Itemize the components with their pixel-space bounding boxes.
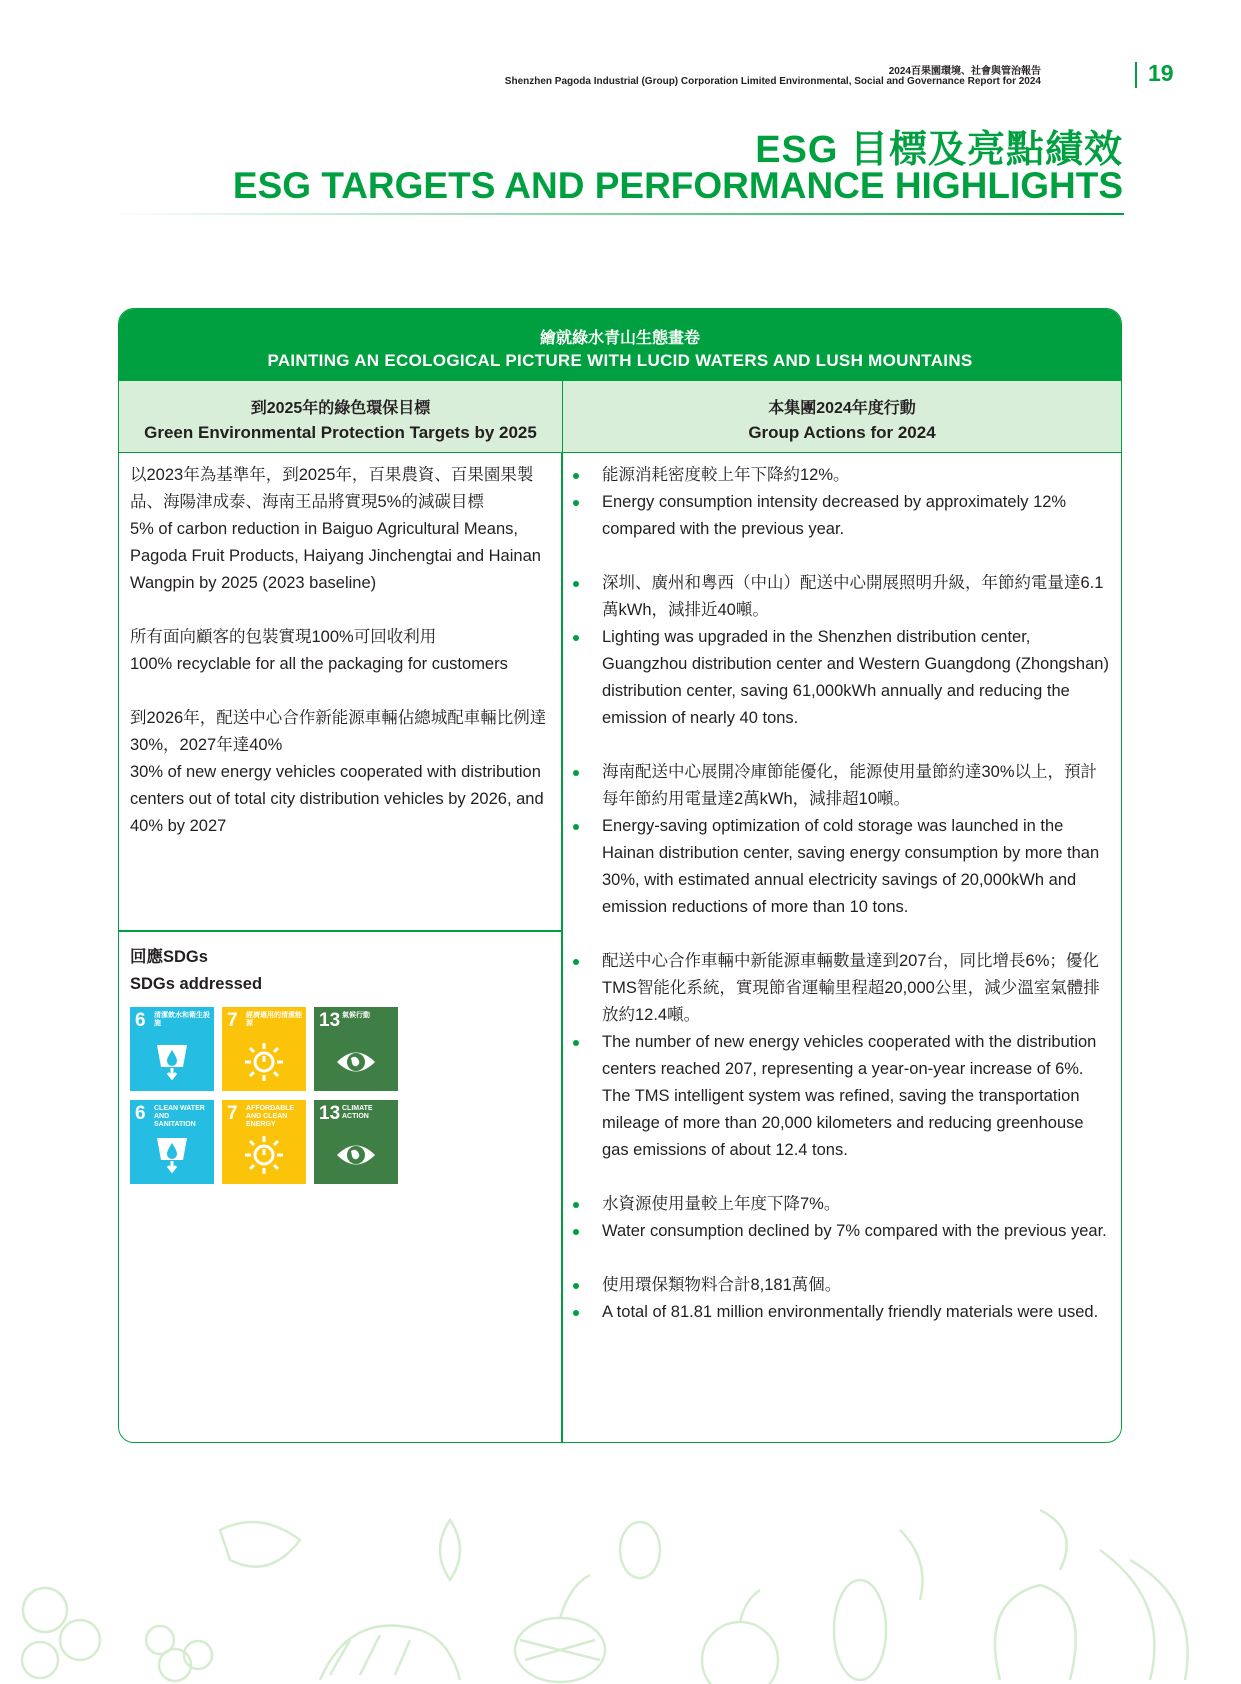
actions-column-header — [562, 381, 1121, 453]
action-item — [570, 759, 1110, 921]
action-text-zh: 深圳、廣州和粵西（中山）配送中心開展照明升級，年節約電量達6.1萬kWh，減排近40噸。 — [602, 574, 1104, 619]
bullet-dot-icon — [573, 635, 579, 641]
bullet-dot-icon — [573, 1202, 579, 1208]
sdg-tile-13 — [314, 1007, 398, 1091]
targets-header-zh: 到2025年的綠色環保目標 — [250, 400, 431, 417]
bullet-dot-icon — [573, 1283, 579, 1289]
action-text-zh: 能源消耗密度較上年下降約12%。 — [602, 466, 850, 484]
targets-column-header — [119, 381, 562, 453]
table-banner — [119, 309, 1121, 381]
bullet-dot-icon — [573, 959, 579, 965]
sdg-tile-6 — [130, 1007, 214, 1091]
action-bullet-zh — [570, 1191, 1110, 1218]
sdg-number: 13 — [319, 1010, 341, 1031]
target-text-en: 5% of carbon reduction in Baiguo Agricultural Means, Pagoda Fruit Products, Haiyang Jinchengtai and Hainan Wangpin by 2025 (2023 baseline) — [130, 520, 541, 592]
page-number: 19 — [1148, 60, 1174, 86]
action-bullet-zh — [570, 948, 1110, 1029]
sdgs-heading-en: SDGs addressed — [130, 975, 263, 993]
sdg-label: AFFORDABLE AND CLEAN ENERGY — [246, 1105, 295, 1128]
action-bullet-zh — [570, 570, 1110, 624]
bullet-dot-icon — [573, 500, 579, 506]
page-title-en: ESG TARGETS AND PERFORMANCE HIGHLIGHTS — [232, 165, 1123, 206]
bullet-dot-icon — [573, 1229, 579, 1235]
action-bullet-en — [570, 1029, 1110, 1164]
target-text-en: 100% recyclable for all the packaging for customers — [130, 655, 508, 673]
sdg-number: 7 — [227, 1010, 238, 1031]
sdg-label: CLEAN WATER AND SANITATION — [154, 1105, 205, 1128]
action-text-en: Energy consumption intensity decreased by approximately 12% compared with the previous year. — [602, 493, 1067, 538]
action-text-zh: 海南配送中心展開冷庫節能優化，能源使用量節約達30%以上，預計每年節約用電量達2萬kWh，減排超10噸。 — [602, 763, 1098, 808]
target-text-en: 30% of new energy vehicles cooperated with distribution centers out of total city distribution vehicles by 2026, and 40% by 2027 — [130, 763, 544, 835]
sdg-label: 清潔飲水和衛生設施 — [154, 1012, 210, 1027]
sdg-number: 6 — [135, 1103, 146, 1124]
sdg-number: 7 — [227, 1103, 238, 1124]
action-bullet-en — [570, 1218, 1110, 1245]
sdg-tile-7 — [222, 1100, 306, 1184]
page-title-zh: ESG 目標及亮點績效 — [755, 129, 1123, 171]
sdgs-heading — [130, 944, 262, 998]
action-text-en: Water consumption declined by 7% compared with the previous year. — [602, 1222, 1107, 1240]
action-text-en: A total of 81.81 million environmentally friendly materials were used. — [602, 1303, 1099, 1321]
actions-list — [570, 462, 1110, 1353]
action-text-zh: 使用環保類物料合計8,181萬個。 — [602, 1276, 842, 1294]
sdg-number: 6 — [135, 1010, 146, 1031]
action-text-en: Lighting was upgraded in the Shenzhen distribution center, Guangzhou distribution center and Western Guangdong (Zhongshan) distribution center, saving 61,000kWh annually and reducing the emission of nearly 40 tons. — [602, 628, 1109, 727]
water-icon — [151, 1134, 193, 1176]
sdgs-heading-zh: 回應SDGs — [130, 948, 208, 966]
earth-eye-icon — [335, 1134, 377, 1176]
banner-title-en: PAINTING AN ECOLOGICAL PICTURE WITH LUCID WATERS AND LUSH MOUNTAINS — [267, 351, 973, 370]
target-item — [130, 462, 550, 597]
action-item — [570, 948, 1110, 1164]
action-bullet-zh — [570, 1272, 1110, 1299]
fruit-illustration-background — [0, 1490, 1241, 1684]
header-separator — [1135, 62, 1137, 88]
bullet-dot-icon — [573, 1310, 579, 1316]
target-text-zh: 所有面向顧客的包裝實現100%可回收利用 — [130, 628, 437, 646]
action-text-zh: 水資源使用量較上年度下降7%。 — [602, 1195, 841, 1213]
sdg-label: CLIMATE ACTION — [342, 1105, 373, 1120]
esg-table — [118, 308, 1122, 1443]
title-rule — [110, 213, 1124, 215]
target-item — [130, 624, 550, 678]
action-bullet-zh — [570, 759, 1110, 813]
action-text-zh: 配送中心合作車輛中新能源車輛數量達到207台，同比增長6%；優化TMS智能化系統，實現節省運輸里程超20,000公里，減少溫室氣體排放約12.4噸。 — [602, 952, 1100, 1024]
action-item — [570, 1272, 1110, 1326]
action-item — [570, 1191, 1110, 1245]
target-text-zh: 以2023年為基準年，到2025年，百果農資、百果園果製品、海陽津成泰、海南王品將實現5%的減碳目標 — [130, 466, 534, 511]
sdg-tile-6 — [130, 1100, 214, 1184]
targets-header-en: Green Environmental Protection Targets by 2025 — [144, 423, 537, 442]
bullet-dot-icon — [573, 1040, 579, 1046]
action-bullet-en — [570, 1299, 1110, 1326]
earth-eye-icon — [335, 1041, 377, 1083]
bullet-dot-icon — [573, 824, 579, 830]
sun-power-icon — [243, 1134, 285, 1176]
banner-title-zh: 繪就綠水青山生態畫卷 — [539, 330, 700, 347]
target-text-zh: 到2026年，配送中心合作新能源車輛佔總城配車輛比例達30%，2027年達40% — [130, 709, 547, 754]
report-header-en: Shenzhen Pagoda Industrial (Group) Corporation Limited Environmental, Social and Governance Report for 2024 — [504, 76, 1041, 87]
sdg-label: 經濟適用的清潔能源 — [246, 1012, 302, 1027]
targets-list — [130, 462, 550, 867]
action-bullet-en — [570, 813, 1110, 921]
action-bullet-en — [570, 489, 1110, 543]
action-item — [570, 570, 1110, 732]
sdg-section-divider — [119, 930, 562, 932]
water-icon — [151, 1041, 193, 1083]
bullet-dot-icon — [573, 581, 579, 587]
actions-header-zh: 本集團2024年度行動 — [768, 400, 916, 417]
action-bullet-zh — [570, 462, 1110, 489]
target-item — [130, 705, 550, 840]
sdg-tile-13 — [314, 1100, 398, 1184]
bullet-dot-icon — [573, 473, 579, 479]
column-divider — [561, 453, 563, 1442]
action-item — [570, 462, 1110, 543]
action-text-en: Energy-saving optimization of cold storage was launched in the Hainan distribution center, saving energy consumption by more than 30%, with estimated annual electricity savings of 20,000kWh and emission reductions of more than 10 tons. — [602, 817, 1100, 916]
sun-power-icon — [243, 1041, 285, 1083]
sdg-label: 氣候行動 — [342, 1012, 370, 1019]
sdg-tile-7 — [222, 1007, 306, 1091]
bullet-dot-icon — [573, 770, 579, 776]
action-bullet-en — [570, 624, 1110, 732]
action-text-en: The number of new energy vehicles cooperated with the distribution centers reached 207, representing a year-on-year increase of 6%. The TMS intelligent system was refined, saving the transportation mileage of more than 20,000 kilometers and reducing greenhouse gas emissions of about 12.4 tons. — [602, 1033, 1097, 1159]
sdg-number: 13 — [319, 1103, 341, 1124]
actions-header-en: Group Actions for 2024 — [748, 423, 936, 442]
report-header-zh: 2024百果園環境、社會與管治報告 — [888, 66, 1041, 77]
